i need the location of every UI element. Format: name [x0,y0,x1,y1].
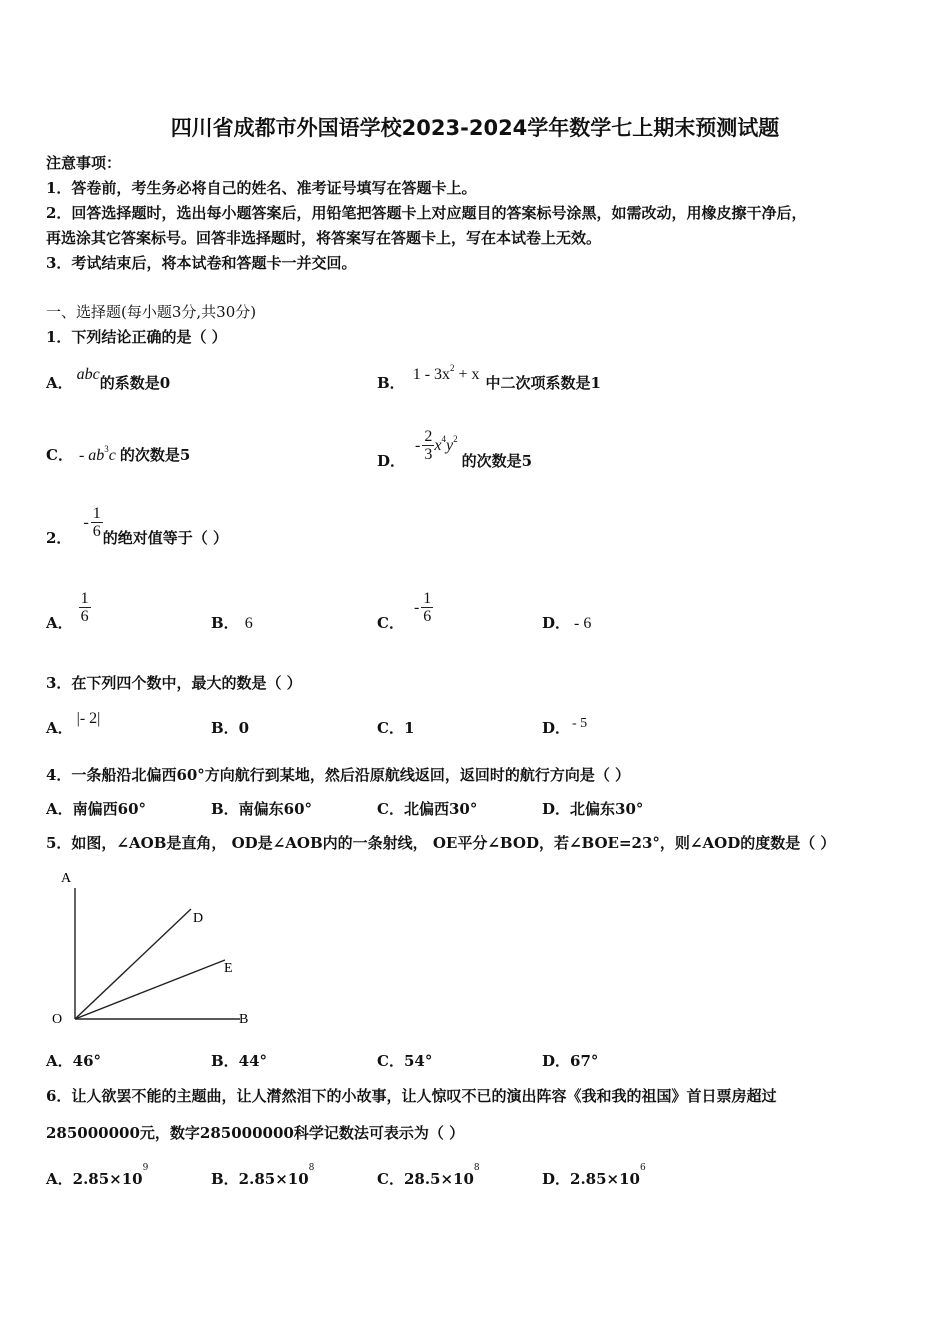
q5-stem: 5．如图，∠AOB是直角， OD是∠AOB内的一条射线， OE平分∠BOD，若∠BOE=23°，则∠AOD的度数是（ ） [46,834,836,852]
note-item-1: 1．答卷前，考生务必将自己的姓名、准考证号填写在答题卡上。 [46,179,477,197]
q6-option-d [542,1163,646,1189]
q2-c-label: C． [377,613,404,632]
q1-d-var-x: x [434,436,442,454]
label-b: B [239,1012,249,1027]
ray-od [75,909,191,1019]
q3-d-label: D． [542,719,571,737]
q4-option-a: A．南偏西60° [46,800,147,818]
q3-option-c: C．1 [377,719,415,737]
q6-d-text: D．2.85×10 [542,1170,640,1188]
q2-a-label: A． [46,613,73,632]
q6-option-c [377,1163,480,1189]
q1-b-math-part1: 1 - 3x [412,366,451,383]
q1-b-math [412,363,480,383]
q6-option-a [46,1163,149,1189]
q2-denominator: 6 [92,523,101,540]
q3-a-label: A． [46,719,73,737]
q1-d-text: 的次数是5 [461,451,532,470]
q1-a-text: 的系数是0 [99,374,171,392]
label-o: O [52,1012,63,1027]
q2-option-c [377,590,433,632]
q6-c-exponent: 8 [473,1163,480,1173]
q6-stem-line2: 285000000元，数字285000000科学记数法可表示为（ ） [46,1124,465,1142]
q1-option-d [377,428,532,470]
note-item-3: 3．考试结束后，将本试卷和答题卡一并交回。 [46,254,357,272]
q5-option-b: B．44° [211,1052,268,1070]
q6-a-exponent: 9 [142,1163,149,1173]
note-item-2-cont: 再选涂其它答案标号。回答非选择题时，将答案写在答题卡上，写在本试卷上无效。 [46,229,602,247]
q1-d-numerator: 2 [424,428,433,445]
q2-fraction [91,505,103,540]
q2-c-denominator: 6 [423,608,432,625]
q2-number: 2． [46,528,72,547]
q1-a-label: A． [46,374,73,392]
q6-a-text: A．2.85×10 [46,1170,143,1188]
q2-stem [46,505,228,547]
q3-option-b: B．0 [211,719,250,737]
q1-d-fraction [422,428,434,463]
label-e: E [224,961,233,976]
q1-a-math: abc [76,366,100,383]
q2-a-fraction [79,590,91,625]
q1-c-math-part1: - ab [78,447,105,464]
q2-d-value: - 6 [574,615,592,632]
q2-option-a [46,590,91,632]
q3-a-value: |- 2| [76,710,101,727]
q2-b-value: 6 [244,615,253,632]
ray-oe [75,960,225,1019]
q6-option-b [211,1163,315,1189]
q1-d-label: D． [377,451,406,470]
q1-c-math [78,444,116,464]
q1-stem: 1．下列结论正确的是（ ） [46,328,227,346]
q5-option-a: A．46° [46,1052,102,1070]
q1-c-math-part2: c [108,447,116,464]
q1-d-exp-y: 2 [453,433,458,444]
q2-d-label: D． [542,614,571,632]
q1-d-denominator: 3 [424,446,433,463]
note-item-2: 2．回答选择题时，选出每小题答案后，用铅笔把答题卡上对应题目的答案标号涂黑，如需改动，用橡皮擦干净后， [46,204,807,222]
q3-option-d [542,717,587,738]
q2-a-denominator: 6 [80,608,89,625]
label-a: A [61,871,72,886]
q6-stem-line1: 6．让人欲罢不能的主题曲，让人潸然泪下的小故事，让人惊叹不已的演出阵容《我和我的祖国》首日票房超过 [46,1087,777,1105]
q1-option-c [46,444,190,465]
q6-b-exponent: 8 [308,1163,315,1173]
q1-b-math-exponent: 2 [450,363,455,373]
q2-numerator: 1 [92,505,101,522]
q1-c-math-exponent: 3 [104,444,109,454]
q1-option-b [377,363,601,393]
q2-c-fraction [421,590,433,625]
q5-angle-figure [40,862,270,1037]
q2-stem-text: 的绝对值等于（ ） [102,528,228,547]
q2-option-d [542,612,591,633]
q6-b-text: B．2.85×10 [211,1170,309,1188]
q2-c-sign: - [413,598,420,616]
q6-c-text: C．28.5×10 [377,1170,474,1188]
q5-option-c: C．54° [377,1052,433,1070]
page-title: 四川省成都市外国语学校2023-2024学年数学七上期末预测试题 [170,116,780,140]
q4-option-b: B．南偏东60° [211,800,313,818]
q2-a-numerator: 1 [80,590,89,607]
q3-stem: 3．在下列四个数中，最大的数是（ ） [46,674,302,692]
q5-option-d: D．67° [542,1052,599,1070]
q1-b-text: 中二次项系数是1 [485,374,601,392]
q4-option-d: D．北偏东30° [542,800,644,818]
q3-option-a [46,710,101,738]
q6-d-exponent: 6 [639,1163,646,1173]
q4-stem: 4．一条船沿北偏西60°方向航行到某地，然后沿原航线返回，返回时的航行方向是（ ） [46,766,631,784]
q1-d-vars [434,433,458,454]
q2-c-numerator: 1 [423,590,432,607]
q1-c-label: C． [46,446,73,464]
q3-d-value: - 5 [572,716,588,731]
q1-d-exp-x: 4 [441,433,446,444]
label-d: D [193,911,204,926]
q4-option-c: C．北偏西30° [377,800,478,818]
q1-b-label: B． [377,374,405,392]
q1-d-sign: - [415,436,421,454]
q2-sign: - [83,513,89,531]
q2-b-label: B． [211,614,239,632]
q1-b-math-part2: + x [454,366,480,383]
q1-c-text: 的次数是5 [119,446,191,464]
notes-heading: 注意事项： [46,154,122,172]
section-heading: 一、选择题(每小题3分,共30分) [46,303,257,321]
q1-option-a [46,366,171,393]
q2-option-b [211,612,253,633]
q1-d-var-y: y [445,436,454,454]
